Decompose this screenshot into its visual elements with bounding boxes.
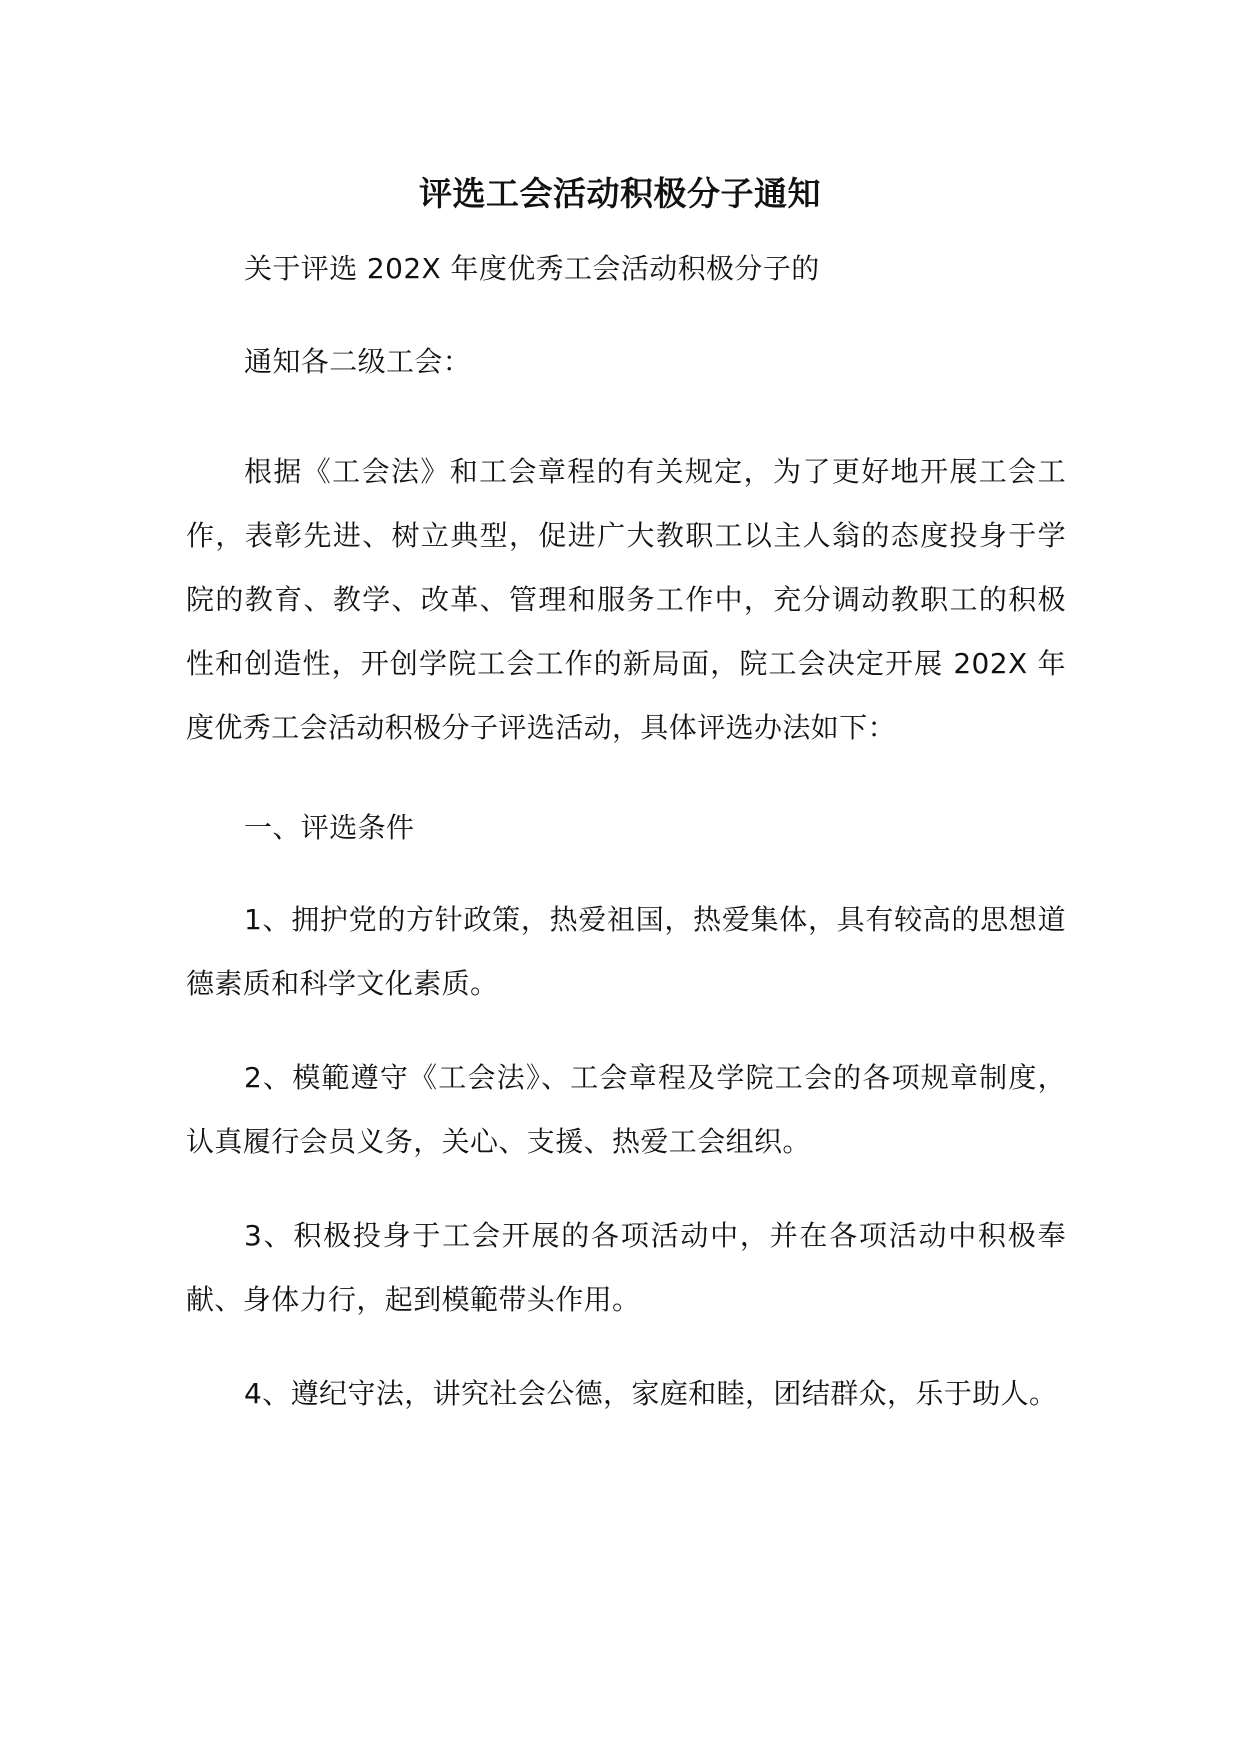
criteria-item-3: 3、积极投身于工会开展的各项活动中，并在各项活动中积极奉献、身体力行，起到模範带头作用。 (186, 1219, 1066, 1316)
criteria-item-4: 4、遵纪守法，讲究社会公德，家庭和睦，团结群众，乐于助人。 (244, 1377, 1058, 1410)
salutation: 通知各二级工会： (244, 345, 472, 378)
body-paragraph: 根据《工会法》和工会章程的有关规定，为了更好地开展工会工作，表彰先进、树立典型，促进广大教职工以主人翁的态度投身于学院的教育、教学、改革、管理和服务工作中，充分调动教职工的积极性和创造性，开创学院工会工作的新局面，院工会决定开展 202X 年度优秀工会活动积极分子评选活动，具体评选办法如下： (186, 455, 1066, 744)
criteria-item-1: 1、拥护党的方针政策，热爱祖国，热爱集体，具有较高的思想道德素质和科学文化素质。 (186, 903, 1066, 1000)
section-heading-criteria: 一、评选条件 (244, 811, 415, 844)
criteria-item-2: 2、模範遵守《工会法》、工会章程及学院工会的各项规章制度，认真履行会员义务，关心、支援、热爱工会组织。 (186, 1061, 1066, 1158)
document-title: 评选工会活动积极分子通知 (419, 174, 821, 213)
notice-subtitle: 关于评选 202X 年度优秀工会活动积极分子的 (244, 252, 820, 285)
